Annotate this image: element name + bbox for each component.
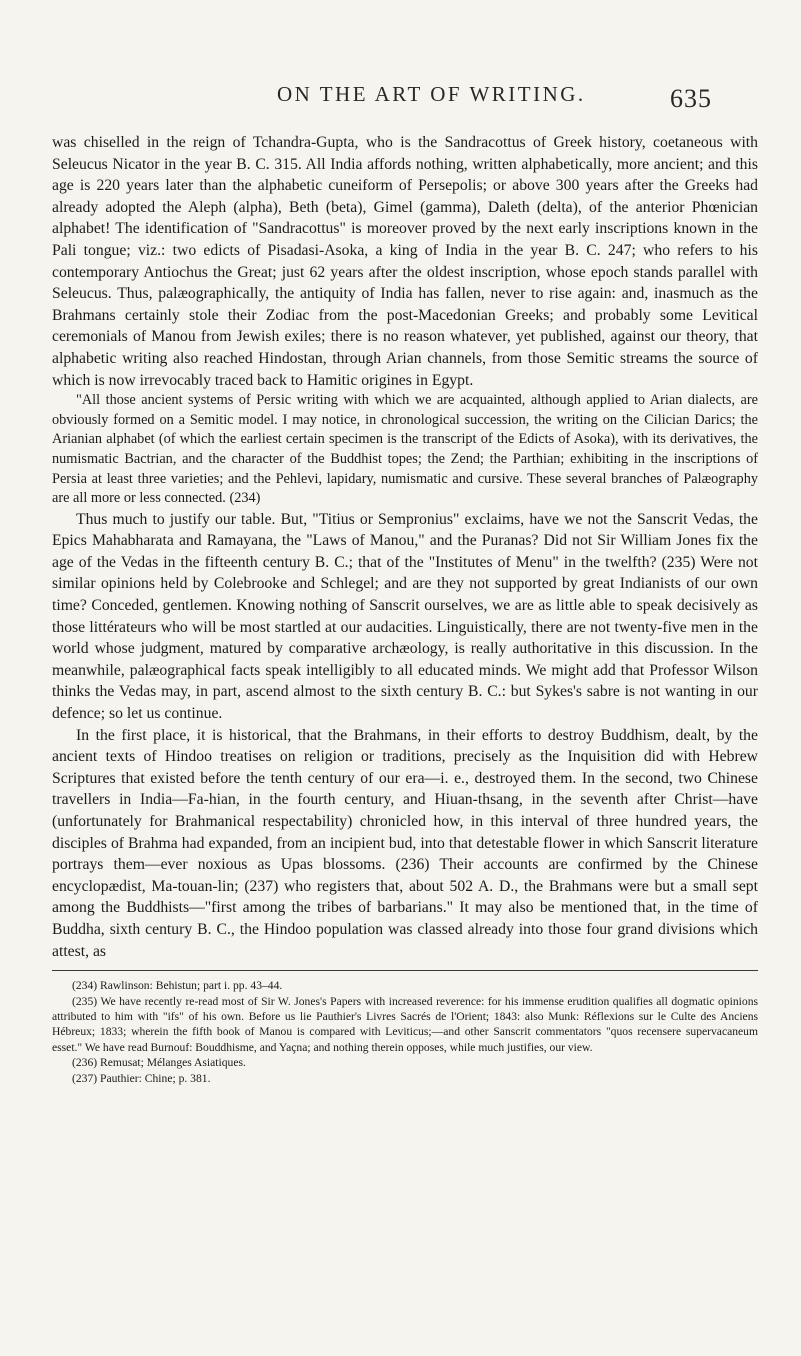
main-text (52, 132, 758, 391)
page-header (52, 82, 758, 122)
book-page (52, 70, 758, 1086)
footnote-236: (236) Remusat; Mélanges Asiatiques. (72, 1056, 246, 1070)
running-title: ON THE ART OF WRITING. (277, 82, 586, 106)
footnote-235: (235) We have recently re-read most of Sir W. Jones's Papers with increased reverence: for his immense erudition qualifies all dogmatic opinions attributed to him with "ifs" of his own. Before us lie Pauthier's Livres Sacrés de l'Orient; 1843: also Munk: Réflexions sur le Culte des Anciens Hébreux; 1833; wherein the fifth book of Manou is compared with Leviticus;—and other Sanscrit commentators "quos recensere supervacaneum esset." We have read Burnouf: Bouddhisme, and Yaçna; and nothing therein opposes, while much justifies, our view. (52, 994, 758, 1054)
main-text-continued (52, 509, 758, 962)
paragraph-2-quotation: "All those ancient systems of Persic writing with which we are acquainted, although applied to Arian dialects, are obviously formed on a Semitic model. I may notice, in chronological succession, the writing on the Cilician Darics; the Arianian alphabet (of which the earliest certain specimen is the transcript of the Edicts of Asoka), with its derivatives, the numismatic Bactrian, and the character of the Buddhist topes; the Zend; the Parthian; exhibiting in the inscriptions of Persia at least three varieties; and the Pehlevi, lapidary, numismatic and cursive. These several branches of Palæography are all more or less connected. (234) (52, 392, 758, 507)
paragraph-1: was chiselled in the reign of Tchandra-Gupta, who is the Sandracottus of Greek history, coetaneous with Seleucus Nicator in the year B. C. 315. All India affords nothing, written alphabetically, more ancient; and this age is 220 years later than the alphabetic cuneiform of Persepolis; or above 300 years after the Greeks had already adopted the Aleph (alpha), Beth (beta), Gimel (gamma), Daleth (delta), of the anterior Phœnician alphabet! The identification of "Sandracottus" is moreover proved by the next early inscriptions known in the Pali tongue; viz.: two edicts of Pisadasi-Asoka, a king of India in the year B. C. 247; who refers to his contemporary Antiochus the Great; just 62 years after the oldest inscription, whose epoch stands parallel with Seleucus. Thus, palæographically, the antiquity of India has fallen, never to rise again: and, inasmuch as the Brahmans certainly stole their Zodiac from the post-Macedonian Greeks; and probably some Levitical ceremonials of Manou from Jewish exiles; there is no reason whatever, yet published, against our theory, that alphabetic writing also reached Hindostan, through Arian channels, from those Semitic streams the source of which is now irrevocably traced back to Hamitic origines in Egypt. (52, 134, 758, 389)
footnote-divider (52, 970, 758, 971)
quotation-block (52, 391, 758, 509)
footnote-234: (234) Rawlinson: Behistun; part i. pp. 43–44. (72, 979, 283, 993)
paragraph-4: In the first place, it is historical, that the Brahmans, in their efforts to destroy Buddhism, dealt, by the ancient texts of Hindoo treatises on religion or traditions, precisely as the Inquisition did with Hebrew Scriptures that existed before the tenth century of our era—i. e., destroyed them. In the second, two Chinese travellers in India—Fa-hian, in the fourth century, and Hiuan-thsang, in the seventh after Christ—have (unfortunately for Brahmanical respectability) chronicled how, in this interval of three hundred years, the disciples of Brahma had expanded, from an incipient bud, into that detestable flower in which Sanscrit literature portrays them—ever noxious as Upas blossoms. (236) Their accounts are confirmed by the Chinese encyclopædist, Ma-touan-lin; (237) who registers that, about 502 A. D., the Brahmans were but a small sept among the Buddhists—"first among the tribes of barbarians." It may also be mentioned that, in the time of Buddha, sixth century B. C., the Hindoo population was classed already into those four grand divisions which attest, as (52, 726, 758, 960)
page-number: 635 (670, 84, 712, 113)
footnotes (52, 978, 758, 1086)
footnote-237: (237) Pauthier: Chine; p. 381. (72, 1071, 211, 1085)
paragraph-3: Thus much to justify our table. But, "Titius or Sempronius" exclaims, have we not the Sanscrit Vedas, the Epics Mahabharata and Ramayana, the "Laws of Manou," and the Puranas? Did not Sir William Jones fix the age of the Vedas in the fifteenth century B. C.; that of the "Institutes of Menu" in the twelfth? (235) Were not similar opinions held by Colebrooke and Schlegel; and are they not supported by great Indianists of our own time? Conceded, gentlemen. Knowing nothing of Sanscrit ourselves, we are as little able to speak decisively as those littérateurs who will be most startled at our audacities. Linguistically, there are not twenty-five men in the world whose judgment, matured by comparative archæology, is really authoritative in this discussion. In the meanwhile, palæographical facts speak intelligibly to all educated minds. We might add that Professor Wilson thinks the Vedas may, in part, ascend almost to the sixth century B. C.: but Sykes's sabre is not wanting in our defence; so let us continue. (52, 510, 758, 723)
